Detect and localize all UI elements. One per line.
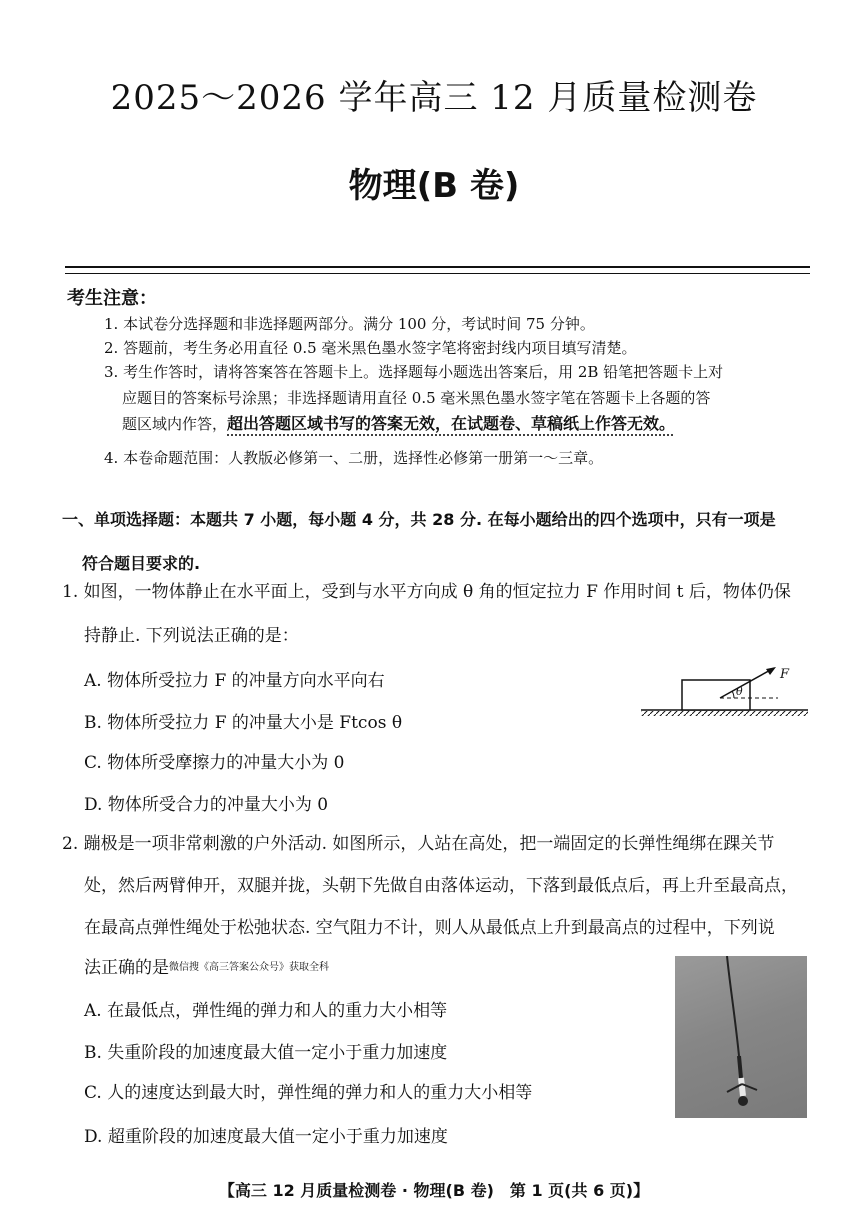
q2-stem-line-1: 2. 蹦极是一项非常刺激的户外活动. 如图所示，人站在高处，把一端固定的长弹性绳绑在踝关节 (62, 834, 775, 854)
angle-label: θ (736, 685, 743, 698)
notice-item-1: 1. 本试卷分选择题和非选择题两部分。满分 100 分，考试时间 75 分钟。 (104, 315, 595, 333)
q1-stem-line-1: 1. 如图，一物体静止在水平面上，受到与水平方向成 θ 角的恒定拉力 F 作用时间 t 后，物体仍保 (62, 582, 791, 602)
q1-option-d: D. 物体所受合力的冲量大小为 0 (84, 795, 329, 815)
divider-thick (65, 266, 810, 268)
jumper-head (738, 1096, 748, 1106)
q1-option-b: B. 物体所受拉力 F 的冲量大小是 Ftcos θ (84, 713, 403, 733)
bungee-cord (727, 956, 739, 1056)
notice-item-3-line-1: 3. 考生作答时，请将答案答在答题卡上。选择题每小题选出答案后，用 2B 铅笔把答题卡上对 (104, 363, 724, 381)
bungee-photo (675, 956, 807, 1118)
notice-item-3-text: 题区域内作答， (122, 415, 228, 433)
jumper-leg (739, 1056, 741, 1078)
q2-stem-line-4 (84, 950, 329, 986)
watermark-note: 微信搜《高三答案公众号》获取全科 (169, 962, 329, 973)
notice-item-3-line-3 (122, 412, 675, 436)
notice-emphasis: 超出答题区域书写的答案无效，在试题卷、草稿纸上作答无效。 (227, 414, 676, 433)
subject-title: 物理(B 卷) (348, 166, 520, 206)
q1-figure (638, 660, 810, 722)
bungee-jumper-figure (675, 956, 807, 1118)
q1-option-a: A. 物体所受拉力 F 的冲量方向水平向右 (84, 671, 385, 691)
notice-item-2: 2. 答题前，考生务必用直径 0.5 毫米黑色墨水签字笔将密封线内项目填写清楚。 (104, 339, 637, 357)
divider-thin (65, 273, 810, 274)
section-1-line-1: 一、单项选择题：本题共 7 小题，每小题 4 分，共 28 分. 在每小题给出的四个选项中，只有一项是 (62, 510, 776, 529)
q2-stem-line-2: 处，然后两臂伸开，双腿并拢，头朝下先做自由落体运动，下落到最低点后，再上升至最高点， (84, 876, 798, 896)
q2-option-b: B. 失重阶段的加速度最大值一定小于重力加速度 (84, 1043, 448, 1063)
notice-item-4: 4. 本卷命题范围：人教版必修第一、二册，选择性必修第一册第一～三章。 (104, 449, 604, 467)
exam-title: 2025～2026 学年高三 12 月质量检测卷 (110, 78, 758, 118)
notice-item-3-line-2: 应题目的答案标号涂黑；非选择题请用直径 0.5 毫米黑色墨水签字笔在答题卡上各题的答 (122, 389, 711, 407)
q2-stem-line-3: 在最高点弹性绳处于松弛状态. 空气阻力不计，则人从最低点上升到最高点的过程中，下列说 (84, 918, 775, 938)
notice-heading: 考生注意： (67, 288, 157, 309)
force-label: F (780, 667, 790, 682)
force-arrowhead (766, 667, 776, 675)
jumper-torso (741, 1078, 743, 1096)
q2-stem-text: 法正确的是 (84, 958, 169, 978)
section-1-heading (62, 498, 812, 586)
page-footer: 【高三 12 月质量检测卷 · 物理(B 卷) 第 1 页(共 6 页)】 (218, 1181, 650, 1200)
q2-option-a: A. 在最低点，弹性绳的弹力和人的重力大小相等 (84, 1001, 448, 1021)
ground-hatch (641, 711, 808, 716)
q2-option-d: D. 超重阶段的加速度最大值一定小于重力加速度 (84, 1127, 448, 1147)
q1-stem-line-2: 持静止. 下列说法正确的是： (84, 626, 299, 646)
section-1-line-2: 符合题目要求的. (82, 554, 201, 573)
q1-option-c: C. 物体所受摩擦力的冲量大小为 0 (84, 753, 345, 773)
q2-option-c: C. 人的速度达到最大时，弹性绳的弹力和人的重力大小相等 (84, 1083, 533, 1103)
